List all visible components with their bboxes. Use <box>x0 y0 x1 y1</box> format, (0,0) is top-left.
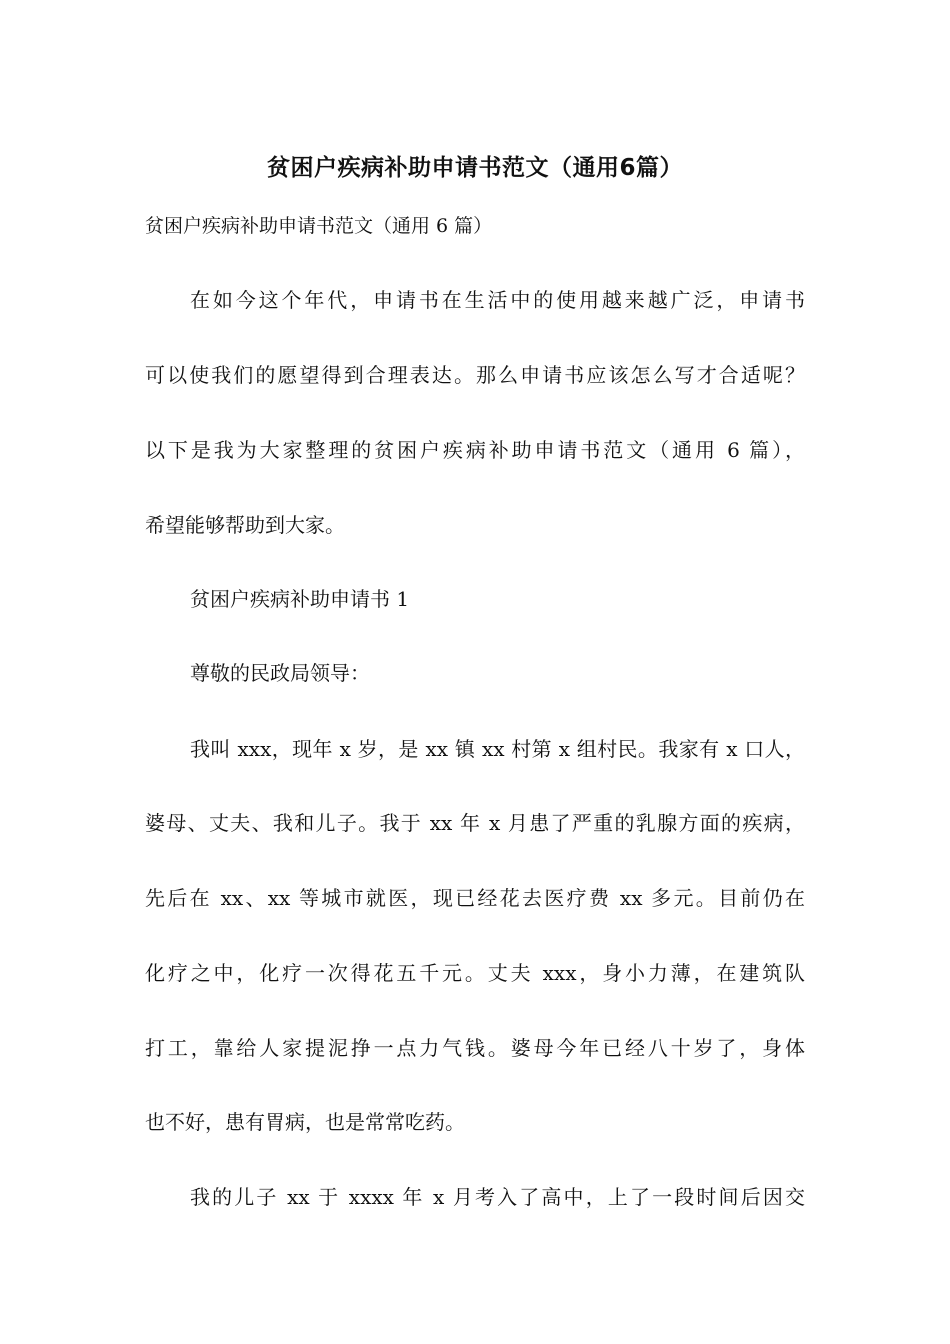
intro-line-2: 可以使我们的愿望得到合理表达。那么申请书应该怎么写才合适呢？ <box>145 363 805 387</box>
document-subtitle: 贫困户疾病补助申请书范文（通用 6 篇） <box>145 215 493 237</box>
body-line-4: 化疗之中，化疗一次得花五千元。丈夫 xxx，身小力薄，在建筑队 <box>145 961 805 985</box>
intro-line-3: 以下是我为大家整理的贫困户疾病补助申请书范文（通用 6 篇）， <box>145 438 805 462</box>
body-line-3: 先后在 xx、xx 等城市就医，现已经花去医疗费 xx 多元。目前仍在 <box>145 886 805 910</box>
body-line-5: 打工，靠给人家提泥挣一点力气钱。婆母今年已经八十岁了，身体 <box>145 1036 805 1060</box>
body-line-2: 婆母、丈夫、我和儿子。我于 xx 年 x 月患了严重的乳腺方面的疾病， <box>145 811 805 835</box>
body-line-1: 我叫 xxx，现年 x 岁，是 xx 镇 xx 村第 x 组村民。我家有 x 口人， <box>190 737 805 761</box>
document-title: 贫困户疾病补助申请书范文（通用6篇） <box>266 155 683 181</box>
intro-line-1: 在如今这个年代，申请书在生活中的使用越来越广泛，申请书 <box>190 288 805 312</box>
salutation: 尊敬的民政局领导： <box>190 661 370 685</box>
body-line-7: 我的儿子 xx 于 xxxx 年 x 月考入了高中，上了一段时间后因交 <box>190 1185 805 1209</box>
section-heading: 贫困户疾病补助申请书 1 <box>190 587 410 611</box>
intro-line-4: 希望能够帮助到大家。 <box>145 513 345 537</box>
body-line-6: 也不好，患有胃病，也是常常吃药。 <box>145 1110 465 1134</box>
